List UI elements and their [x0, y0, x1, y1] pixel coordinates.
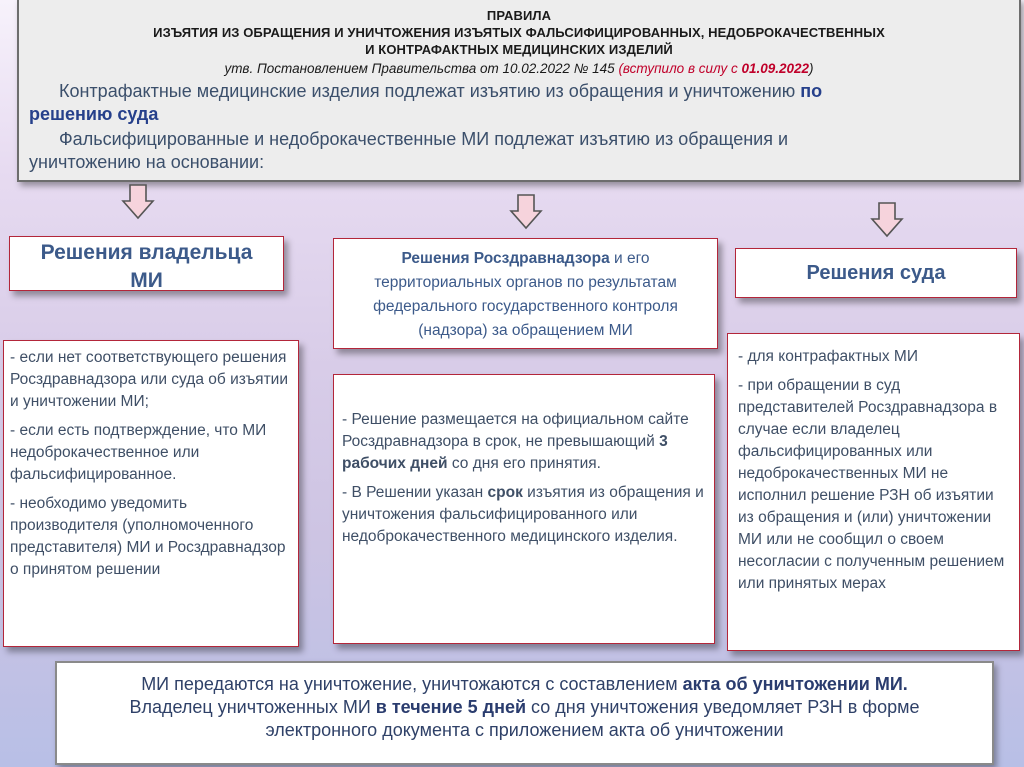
owner-decision-card [9, 236, 284, 291]
rzn-title-rest: и его территориальных органов по результатам федерального государственного контроля (надзора) за обращением МИ [373, 250, 678, 339]
intro-paragraph-1 [29, 80, 1009, 126]
footer-l2-end: со дня уничтожения уведомляет РЗН в форме [526, 697, 920, 717]
effective-text: (вступило в силу с [618, 61, 742, 76]
intro-p1-bold: по [800, 81, 823, 101]
list-item: - если есть подтверждение, что МИ недоброкачественное или фальсифицированное. [10, 422, 267, 483]
list-item [342, 409, 704, 475]
court-conditions-list [727, 333, 1020, 651]
destruction-act-highlight: акта об уничтожении МИ. [682, 674, 908, 694]
rzn-decision-card [333, 238, 718, 349]
rzn-title-bold: Решения Росздравнадзора [401, 250, 610, 267]
owner-conditions-list [3, 340, 299, 647]
down-arrow-icon [509, 194, 543, 230]
down-arrow-icon [121, 184, 155, 220]
footer-line-1 [57, 673, 992, 696]
list-item: - при обращении в суд представителей Росздравнадзора в случае если владелец фальсифицированных или недоброкачественных МИ не исполнил решение РЗН об изъятии из обращения и (или) уничтожении МИ или не сообщил о своем несогласии с полученным решением или принятых мерах [738, 377, 1005, 592]
list-item [342, 482, 704, 548]
rzn-item2-end: изъятия из обращения и уничтожения фальсифицированного или недоброкачественного медицинского изделия. [342, 484, 704, 545]
five-days-highlight: в течение 5 дней [375, 697, 527, 717]
rzn-decision-title [342, 247, 709, 343]
deadline-highlight: 3 рабочих дней [342, 433, 668, 472]
owner-decision-title: Решения владельца [40, 241, 253, 264]
destruction-summary-box [55, 661, 994, 765]
court-decision-card [735, 248, 1017, 298]
doc-title: ПРАВИЛА [486, 8, 552, 23]
doc-title-line3: И КОНТРАФАКТНЫХ МЕДИЦИНСКИХ ИЗДЕЛИЙ [365, 42, 673, 57]
down-arrow-icon [870, 202, 904, 238]
term-highlight: срок [487, 484, 523, 501]
rzn-item1-text: - Решение размещается на официальном сайте Росздравнадзора в срок, не превышающий [342, 411, 689, 450]
effective-date: 01.09.2022 [741, 61, 810, 76]
footer-line-3: электронного документа с приложением акта об уничтожении [265, 720, 784, 740]
footer-l1-text: МИ передаются на уничтожение, уничтожаются с составлением [141, 674, 683, 694]
subtitle-close: ) [809, 61, 814, 76]
intro-paragraph-2 [29, 128, 1009, 174]
list-item: - для контрафактных МИ [738, 348, 918, 365]
decree-text: утв. Постановлением Правительства от 10.02.2022 № 145 [224, 61, 619, 76]
owner-decision-title-2: МИ [130, 269, 163, 292]
rzn-item1-end: со дня его принятия. [447, 455, 601, 472]
decree-subtitle [19, 61, 1019, 76]
intro-p2-line1: Фальсифицированные и недоброкачественные МИ подлежат изъятию из обращения и [59, 129, 789, 149]
court-decision-title: Решения суда [806, 262, 946, 284]
intro-p1-text: Контрафактные медицинские изделия подлежат изъятию из обращения и уничтожению [59, 81, 801, 101]
footer-l2-text: Владелец уничтоженных МИ [129, 697, 376, 717]
rzn-conditions-list [333, 374, 715, 644]
rzn-item2-text: - В Решении указан [342, 484, 488, 501]
list-item: - необходимо уведомить производителя (уполномоченного представителя) МИ и Росздравнадзор о принятом решении [10, 495, 286, 578]
intro-p1-bold2: решению суда [29, 104, 159, 124]
list-item: - если нет соответствующего решения Росздравнадзора или суда об изъятии и уничтожении МИ; [10, 349, 288, 410]
footer-line-2 [57, 696, 992, 719]
rules-header-box [17, 0, 1021, 182]
doc-title-line2: ИЗЪЯТИЯ ИЗ ОБРАЩЕНИЯ И УНИЧТОЖЕНИЯ ИЗЪЯТЫХ ФАЛЬСИФИЦИРОВАННЫХ, НЕДОБРОКАЧЕСТВЕННЫХ [153, 25, 885, 40]
intro-p2-line2: уничтожению на основании: [29, 152, 265, 172]
